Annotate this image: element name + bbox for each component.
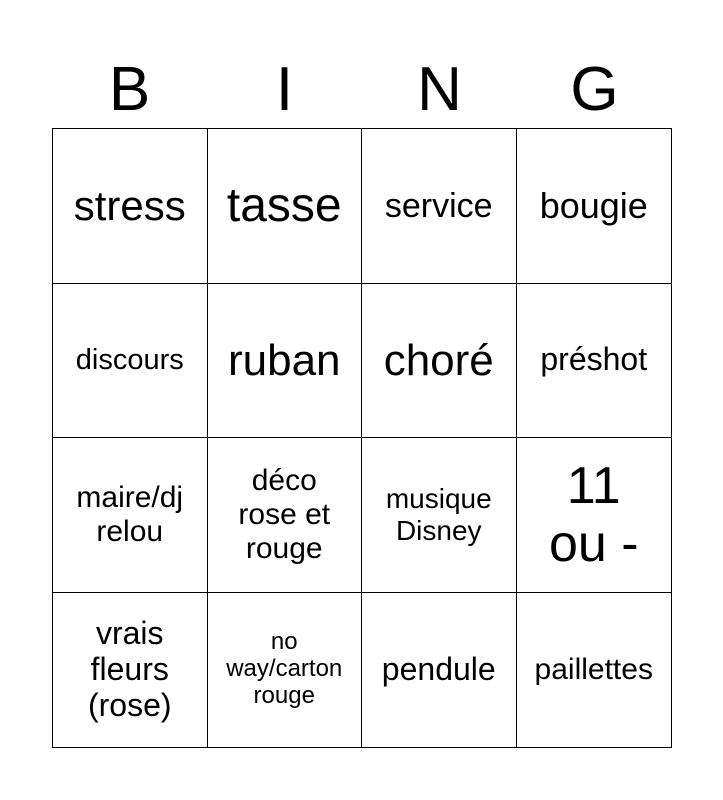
bingo-cell[interactable]: musique Disney [362,438,517,593]
bingo-cell[interactable]: déco rose et rouge [208,438,363,593]
header-letter-i: I [275,55,294,124]
bingo-cell[interactable]: pendule [362,593,517,748]
bingo-cell[interactable]: choré [362,284,517,439]
bingo-cell[interactable]: stress [53,129,208,284]
header-letter-b: B [108,55,151,124]
bingo-cell[interactable]: service [362,129,517,284]
bingo-cell[interactable]: vrais fleurs (rose) [53,593,208,748]
bingo-cell[interactable]: préshot [517,284,672,439]
bingo-cell[interactable]: discours [53,284,208,439]
bingo-cell[interactable]: paillettes [534,652,653,686]
header-letter-n: N [417,55,462,124]
bingo-header [52,52,672,128]
header-letter-g: G [570,55,619,124]
bingo-cell[interactable]: ruban [208,284,363,439]
bingo-board [52,128,672,748]
bingo-cell[interactable]: maire/dj relou [53,438,208,593]
bingo-cell[interactable]: 11 ou - [517,438,672,593]
bingo-cell[interactable]: no way/carton rouge [208,593,363,748]
bingo-cell[interactable]: bougie [517,129,672,284]
bingo-cell[interactable]: tasse [208,129,363,284]
